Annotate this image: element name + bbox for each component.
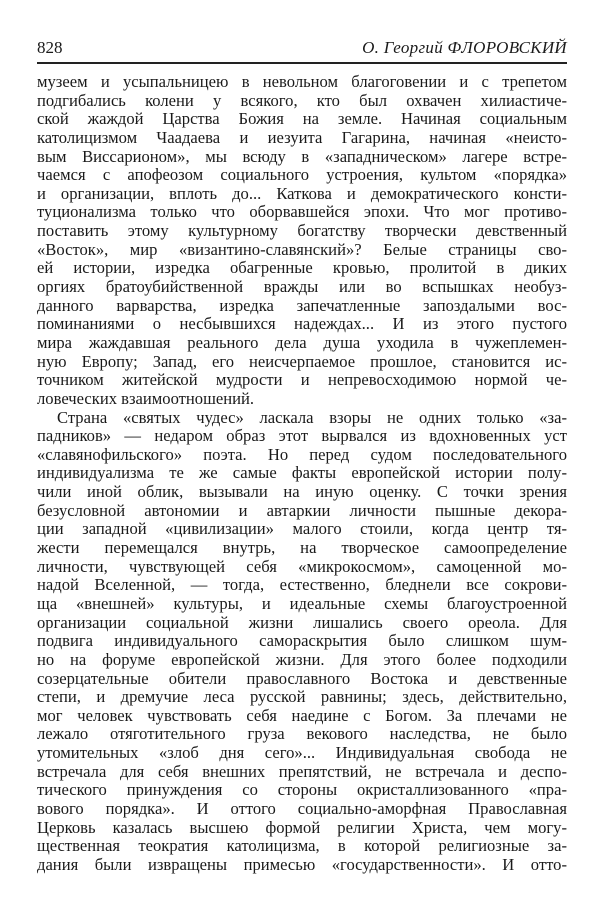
text-line: тического принуждения со стороны окристаллизованного «пра- <box>37 780 567 800</box>
text-line: вым Виссарионом», мы всюду в «западническом» лагере встре- <box>37 146 567 166</box>
text-line: ловеческих взаимоотношений. <box>37 388 255 408</box>
text-line: ную Европу; Запад, его неисчерпаемое прошлое, становится ис- <box>37 351 567 371</box>
text-line: оргиях братоубийственной вражды или во вспышках необуз- <box>37 277 567 297</box>
running-title: О. Георгий ФЛОРОВСКИЙ <box>362 38 567 57</box>
text-line: лежало отяготительного груза векового наследства, не было <box>37 724 567 744</box>
text-line: надой Вселенной, — тогда, естественно, бледнели все сокрови- <box>37 575 567 595</box>
page-number: 828 <box>37 38 63 57</box>
text-line: точником житейской мудрости и непревосходимою нормой че- <box>37 370 567 390</box>
text-line: «Восток», мир «византино-славянский»? Белые страницы сво- <box>37 239 567 259</box>
text-line: утомительных «злоб дня сего»... Индивидуальная свобода не <box>37 743 567 763</box>
text-line: ской жаждой Царства Божия на земле. Начиная социальным <box>37 109 567 129</box>
text-line: «славянофильского» поэта. Но перед судом последовательного <box>37 444 567 464</box>
body-text <box>37 73 567 875</box>
text-line: но на форуме европейской жизни. Для этого более подходили <box>37 649 567 669</box>
text-line: индивидуализма те же самые факты европейской истории полу- <box>37 463 567 483</box>
text-line: поминаниями о несбывшихся надеждах... И из этого пустого <box>37 314 567 334</box>
text-line: данного варварства, изредка запечатленные запоздалыми вос- <box>37 295 567 315</box>
text-line: щественная теократия католицизма, в которой религиозные за- <box>37 836 567 856</box>
text-line: дания были извращены примесью «государственности». И отто- <box>37 854 567 874</box>
text-line: подгибались колени у всякого, кто был охвачен хилиастиче- <box>37 90 567 110</box>
text-line: чаемся с апофеозом социального устроения, культом «порядка» <box>37 165 567 185</box>
text-line: Церковь казалась высшею формой религии Христа, чем могу- <box>37 817 567 837</box>
text-line: жести перемещался внутрь, на творческое самоопределение <box>37 538 567 558</box>
text-line: встречала для себя внешних препятствий, не встречала и деспо- <box>37 761 567 781</box>
text-line: подвига индивидуального самораскрытия было слишком шум- <box>37 631 567 651</box>
text-line: и организации, вплоть до... Каткова и демократического консти- <box>37 183 567 203</box>
text-line: ции западной «цивилизации» малого стоили, когда центр тя- <box>37 519 567 539</box>
text-line: вового порядка». И оттого социально-аморфная Православная <box>37 798 567 818</box>
text-line: мира жаждавшая реального дела душа уходила в чужеплемен- <box>37 332 567 352</box>
text-line: чили иной облик, вызывали на иную оценку. С точки зрения <box>37 482 567 502</box>
text-line: организации социальной жизни лишались своего ореола. Для <box>37 612 567 632</box>
text-line: ща «внешней» культуры, и идеальные схемы благоустроенной <box>37 593 567 613</box>
text-line: туционализма только что оборвавшейся эпохи. Что мог противо- <box>37 202 567 222</box>
text-line: музеем и усыпальницею в невольном благоговении и с трепетом <box>37 72 567 91</box>
running-header <box>37 38 567 60</box>
text-line: поставить этому культурному богатству творчески девственный <box>37 221 567 241</box>
paragraph <box>37 73 567 409</box>
text-line: падников» — недаром образ этот вырвался из вдохновенных уст <box>37 426 567 446</box>
text-line: ей истории, изредка обагренные кровью, пролитой в диких <box>37 258 567 278</box>
paragraph <box>37 409 567 875</box>
text-line: созерцательные обители православного Востока и девственные <box>37 668 567 688</box>
header-rule <box>37 62 567 64</box>
text-line: католицизмом Чаадаева и иезуита Гагарина, начиная «неисто- <box>37 127 567 147</box>
text-line: мог человек чувствовать себя наедине с Богом. За плечами не <box>37 705 567 725</box>
text-line: безусловной автономии и автаркии личности пышные декора- <box>37 500 567 520</box>
text-line: личности, чувствующей себя «микрокосмом», самоценной мо- <box>37 556 567 576</box>
text-line: степи, и дремучие леса русской равнины; здесь, действительно, <box>37 687 567 707</box>
text-line: Страна «святых чудес» ласкала взоры не одних только «за- <box>57 407 567 427</box>
